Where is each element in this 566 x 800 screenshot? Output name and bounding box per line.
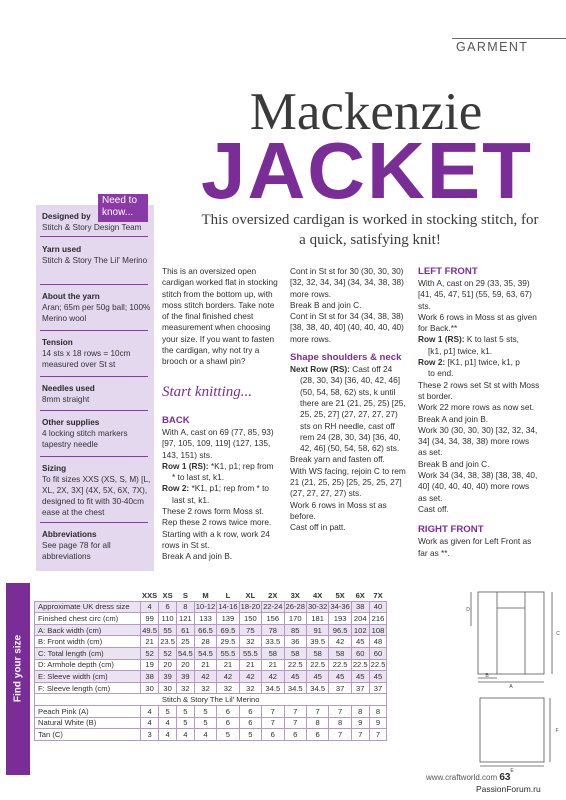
size-table-row (35, 636, 387, 648)
sidebar-divider (40, 284, 148, 285)
sidebar-heading: Designed by (42, 212, 91, 221)
size-cell: 6 (262, 729, 284, 741)
next-row-cont: (28, 30, 34) [36, 40, 42, 46] (50, 54, 58, 62) sts, k until there are 21 (21, 25, 25) [25, 25, 25, 27] (27, 27, 27, 27) sts on RH needle, cast off rem 24 (28, 30, 34) [36, 40, 42, 46] (50, 54, 58, 62) sts. (300, 375, 406, 454)
column-back (162, 412, 280, 563)
intro-text: This is an oversized open cardigan worked flat in stocking stitch from the bottom up, with moss stitch borders. Take note of the final finished chest measurement when choosing your size. If you want to fasten the cardigan, why not try a brooch or a shawl pin? (162, 266, 278, 367)
size-cell: 45 (351, 636, 369, 648)
size-cell: 91 (306, 624, 328, 636)
size-cell: 54.5 (194, 647, 216, 659)
size-cell: 60 (369, 647, 387, 659)
size-cell: 42 (217, 671, 239, 683)
size-cell: 34.5 (306, 682, 328, 694)
size-cell: 54.5 (177, 648, 193, 658)
left-front-row-1 (418, 334, 540, 345)
sidebar-text: See page 78 for all abbreviations (42, 541, 111, 561)
size-cell: 48 (369, 636, 387, 648)
schematic-sleeve (480, 698, 544, 762)
size-header: M (194, 590, 216, 602)
size-cell: 5 (194, 717, 216, 729)
right-front-heading: RIGHT FRONT (418, 524, 484, 536)
size-table-row (35, 647, 387, 659)
size-cell: 32 (194, 682, 216, 694)
size-cell: 7 (284, 717, 306, 729)
size-cell: 33.5 (262, 636, 284, 648)
size-header: 2X (262, 590, 284, 602)
size-cell: 4 (194, 729, 216, 741)
size-cell: 5 (176, 717, 194, 729)
size-cell: 96.5 (329, 624, 351, 636)
back-text: Starting with a k row, work 24 rows in St st. (162, 528, 270, 550)
size-cell: 8 (329, 717, 351, 729)
size-cell: 39.5 (306, 636, 328, 648)
size-cell: 6 (159, 601, 177, 613)
sidebar-block-about-yarn (42, 291, 152, 324)
size-cell: 7 (262, 717, 284, 729)
size-cell: 4 (141, 601, 159, 613)
title-line-1: Mackenzie (249, 83, 483, 141)
size-cell: 37 (329, 682, 351, 694)
size-cell: 26-28 (285, 602, 305, 612)
left-front-row-1-cont: [k1, p1] twice, k1. (428, 345, 493, 356)
size-cell: 170 (284, 613, 306, 625)
schematic-label-f: F (555, 728, 559, 734)
back-row-2-cont: last st, k1. (172, 494, 210, 505)
size-cell: 99 (141, 613, 159, 625)
left-front-text: Work 6 rows in Moss st as given for Back.** (418, 311, 537, 334)
size-cell: 69.5 (217, 624, 239, 636)
row-label: B: Front width (cm) (35, 636, 141, 648)
size-cell: 102 (351, 624, 369, 636)
sidebar-block-yarn (42, 244, 152, 266)
size-header: XL (239, 590, 261, 602)
size-cell: 22.5 (329, 659, 351, 671)
row-label: Tan (C) (35, 729, 141, 741)
size-header: 7X (369, 590, 387, 602)
size-cell: 61 (176, 624, 194, 636)
size-table-row (35, 601, 387, 613)
size-cell: 45 (351, 671, 369, 683)
size-header: 4X (306, 590, 328, 602)
size-cell: 19 (141, 659, 159, 671)
size-cell: 6 (217, 705, 239, 717)
schematic-label-e: E (510, 768, 514, 772)
sidebar-heading: Other supplies (42, 418, 100, 427)
size-cell: 22.5 (284, 659, 306, 671)
schematic-label-d: D (466, 607, 470, 613)
row-label: D: Armhole depth (cm) (35, 659, 141, 671)
size-cell: 10-12 (195, 602, 216, 612)
size-header-row (35, 590, 387, 602)
shape-shoulders-heading: Shape shoulders & neck (290, 352, 402, 364)
size-cell: 66.5 (194, 624, 216, 636)
size-cell: 133 (194, 613, 216, 625)
size-cell: 34-36 (330, 602, 350, 612)
size-cell: 6 (284, 729, 306, 741)
size-cell: 18-20 (240, 602, 261, 612)
size-cell: 39 (159, 671, 177, 683)
size-cell: 9 (351, 717, 369, 729)
size-cell: 42 (194, 671, 216, 683)
size-cell: 139 (217, 613, 239, 625)
size-cell: 5 (217, 729, 239, 741)
sidebar-divider (40, 376, 148, 377)
yarn-heading: Stitch & Story The Lil' Merino (35, 694, 387, 706)
size-cell: 45 (329, 671, 351, 683)
size-cell: 108 (369, 624, 387, 636)
size-cell: 5 (176, 705, 194, 717)
sidebar-text: To fit sizes XXS (XS, S, M) [L, XL, 2X, 3X] (4X, 5X, 6X, 7X), designed to fit with 30-40cm ease at the chest (42, 475, 151, 517)
left-front-text: Work 34 (34, 38, 38) [38, 38, 40, 40] (40, 40, 40, 40) more rows as set. (418, 470, 538, 503)
size-cell: 7 (351, 729, 369, 741)
size-table-row (35, 705, 387, 717)
section-tag (452, 38, 566, 60)
back-text: Break A and join B. (162, 551, 233, 562)
size-table-row (35, 671, 387, 683)
size-cell: 58 (329, 647, 351, 659)
size-cell: 8 (306, 717, 328, 729)
schematic-back (478, 592, 544, 674)
size-cell: 30-32 (307, 602, 328, 612)
sidebar-text: Stitch & Story The Lil' Merino (42, 256, 148, 265)
need-to-know-label: Need to know... (102, 195, 138, 218)
size-cell: 32 (176, 682, 194, 694)
size-header: L (217, 590, 239, 602)
size-cell: 21 (239, 659, 261, 671)
size-cell: 75 (239, 624, 261, 636)
size-cell: 55.5 (217, 647, 239, 659)
sidebar-text: 4 locking stitch markers tapestry needle (42, 429, 128, 449)
size-cell: 5 (194, 705, 216, 717)
row-text: *K1, p1; rep from * to (189, 483, 269, 494)
size-cell: 45 (369, 671, 387, 683)
size-header: 3X (284, 590, 306, 602)
size-cell: 55 (159, 624, 177, 636)
size-header: XS (159, 590, 177, 602)
size-header: S (176, 590, 194, 602)
row-label: Finished chest circ (cm) (35, 613, 141, 625)
size-cell: 20 (176, 659, 194, 671)
left-front-row-2 (418, 357, 540, 368)
size-cell: 150 (239, 613, 261, 625)
size-cell: 8 (176, 601, 194, 613)
back-row-2 (162, 483, 280, 494)
schematic-label-c: C (556, 631, 560, 637)
sidebar-block-needles (42, 383, 152, 405)
size-cell: 7 (329, 705, 351, 717)
back-cont-text: Break B and join C. (290, 299, 362, 310)
size-cell: 4 (176, 729, 194, 741)
left-front-text: Work 30 (30, 30, 30) [32, 32, 34, 34] (34, 34, 38, 38) more rows as set. (418, 424, 538, 458)
size-cell: 4 (159, 729, 177, 741)
size-cell: 52 (141, 647, 159, 659)
row-label: E: Sleeve width (cm) (35, 671, 141, 683)
size-cell: 7 (329, 729, 351, 741)
size-cell: 78 (262, 624, 284, 636)
size-cell: 42 (239, 671, 261, 683)
schematic-label-b: B (485, 673, 489, 679)
size-cell: 58 (306, 647, 328, 659)
left-front-text: Work 22 more rows as now set. (418, 402, 535, 413)
back-row-1-cont: * to last st, k1. (172, 472, 225, 483)
size-table-row (35, 659, 387, 671)
sidebar-divider (40, 456, 148, 457)
size-cell: 32 (239, 636, 261, 648)
size-cell: 9 (369, 717, 387, 729)
start-knitting-heading: Start knitting... (162, 384, 252, 400)
size-cell: 4 (159, 717, 177, 729)
size-cell: 40 (369, 601, 387, 613)
size-cell: 21 (217, 659, 239, 671)
sidebar-block-tension (42, 337, 152, 370)
size-cell: 5 (159, 705, 177, 717)
size-table-row (35, 717, 387, 729)
size-cell: 28 (194, 636, 216, 648)
left-front-text: Break A and join B. (418, 413, 489, 424)
row-text: *K1, p1; rep from (208, 460, 274, 471)
size-cell: 22.5 (352, 660, 368, 670)
size-cell: 34.5 (284, 682, 306, 694)
column-intro (162, 266, 280, 368)
sidebar-heading: About the yarn (42, 292, 100, 301)
shoulder-text: Cast off in patt. (290, 522, 346, 533)
sidebar-divider (40, 330, 148, 331)
size-cell: 4 (141, 705, 159, 717)
size-cell: 60 (351, 647, 369, 659)
page-number: 63 (499, 772, 511, 783)
column-back-cont (290, 266, 408, 534)
size-cell: 85 (284, 624, 306, 636)
sidebar-block-designer (42, 211, 152, 233)
measurement-rows (35, 601, 387, 694)
size-table-row (35, 624, 387, 636)
size-cell: 55.5 (239, 647, 261, 659)
size-cell: 204 (351, 613, 369, 625)
size-cell: 22.5 (370, 660, 386, 670)
page-footer (426, 772, 510, 783)
size-cell: 23.5 (160, 637, 175, 647)
size-table (34, 589, 387, 741)
row-label: Row 1 (RS): (162, 460, 209, 471)
size-cell: 34.5 (262, 682, 284, 694)
section-rule (452, 38, 566, 39)
sidebar-divider (40, 522, 148, 523)
size-cell: 3 (141, 729, 159, 741)
row-text: K to last 5 sts, (464, 334, 519, 345)
sidebar-divider (40, 410, 148, 411)
size-cell: 45 (284, 671, 306, 683)
size-cell: 110 (159, 613, 177, 625)
size-header: 5X (329, 590, 351, 602)
row-label: Row 2: (162, 483, 190, 494)
left-front-row-2-cont: to end. (428, 368, 454, 379)
size-cell: 121 (176, 613, 194, 625)
left-front-text: Cast off. (418, 503, 449, 514)
size-table-row (35, 729, 387, 741)
left-front-heading: LEFT FRONT (418, 266, 478, 277)
size-cell: 6 (306, 729, 328, 741)
sidebar-heading: Abbreviations (42, 530, 97, 539)
back-cont-text: Cont in St st for 34 (34, 38, 38) [38, 38, 40, 40] (40, 40, 40, 40) more rows. (290, 311, 404, 344)
find-your-size-label: Find your size (12, 634, 24, 703)
size-table-row (35, 613, 387, 625)
size-cell: 6 (217, 717, 239, 729)
size-cell: 14-16 (218, 602, 238, 612)
row-label: Peach Pink (A) (35, 705, 141, 717)
size-cell: 216 (369, 613, 387, 625)
size-cell: 49.5 (142, 625, 157, 635)
size-header: 6X (351, 590, 369, 602)
watermark: PassionForum.ru (476, 784, 541, 794)
row-label: Natural White (B) (35, 717, 141, 729)
size-cell: 7 (306, 705, 328, 717)
sidebar-heading: Yarn used (42, 245, 82, 254)
size-cell: 6 (239, 705, 261, 717)
column-fronts (418, 263, 540, 559)
size-cell: 42 (329, 636, 351, 648)
sidebar-divider (40, 236, 148, 237)
sidebar-block-abbreviations (42, 529, 152, 562)
back-text: Rep these 2 rows twice more. (162, 517, 272, 528)
size-cell: 32 (239, 682, 261, 694)
size-cell: 58 (284, 647, 306, 659)
row-label: F: Sleeve length (cm) (35, 682, 141, 694)
size-cell: 7 (284, 705, 306, 717)
right-front-text: Work as given for Left Front as far as **. (418, 536, 532, 558)
row-label: A: Back width (cm) (35, 624, 141, 636)
size-cell: 58 (262, 647, 284, 659)
shoulder-text: With WS facing, rejoin C to rem 21 (21, 25, 25) [25, 25, 25, 27] (27, 27, 27, 27) sts. (290, 465, 406, 499)
section-label: GARMENT (456, 40, 529, 54)
size-cell: 38 (141, 671, 159, 683)
shoulder-text: Break yarn and fasten off. (290, 454, 385, 465)
sidebar-block-supplies (42, 417, 152, 450)
row-text: Cast off 24 (349, 364, 393, 375)
size-cell: 36 (284, 636, 306, 648)
size-cell: 20 (159, 659, 177, 671)
size-cell: 7 (262, 705, 284, 717)
header-empty (35, 590, 141, 602)
row-label: Row 1 (RS): (418, 334, 465, 345)
back-cont-text: Cont in St st for 30 (30, 30, 30) [32, 32, 34, 34] (34, 34, 38, 38) more rows. (290, 266, 404, 299)
find-your-size-label-wrap (6, 583, 30, 775)
size-cell: 29.5 (217, 636, 239, 648)
sidebar-block-sizing (42, 463, 152, 518)
sidebar-text: 14 sts x 18 rows = 10cm measured over St st (42, 349, 131, 369)
size-cell: 21 (262, 659, 284, 671)
sidebar-text: Stitch & Story Design Team (42, 223, 142, 232)
left-front-text: Break B and join C. (418, 458, 490, 469)
size-cell: 22.5 (306, 659, 328, 671)
back-row-1 (162, 461, 280, 472)
size-cell: 38 (351, 601, 369, 613)
title-line-2: JACKET (200, 126, 534, 215)
left-front-text: These 2 rows set St st with Moss st border. (418, 379, 540, 401)
left-front-text: With A, cast on 29 (33, 35, 39) [41, 45, 47, 51] (55, 59, 63, 67) sts. (418, 278, 532, 311)
size-cell: 8 (369, 705, 387, 717)
schematic-label-a: A (509, 684, 513, 690)
row-label: Approximate UK dress size (35, 601, 141, 613)
sidebar-text: Aran; 65m per 50g ball; 100% Merino wool (42, 303, 151, 323)
size-cell: 30 (141, 682, 159, 694)
back-heading: BACK (162, 415, 190, 426)
back-cast-on: With A, cast on 69 (77, 85, 93) [97, 105, 109, 119] (127, 135, 143, 151) sts. (162, 427, 274, 460)
size-table-row (35, 682, 387, 694)
size-cell: 193 (329, 613, 351, 625)
size-cell: 8 (351, 705, 369, 717)
size-cell: 4 (141, 717, 159, 729)
size-cell: 52 (159, 647, 177, 659)
sidebar-heading: Needles used (42, 384, 95, 393)
sidebar-heading: Sizing (42, 464, 67, 473)
footer-url: www.craftworld.com (426, 773, 498, 782)
size-cell: 22-24 (263, 602, 283, 612)
size-cell: 21 (194, 659, 216, 671)
subtitle: This oversized cardigan is worked in stocking stitch, for a quick, satisfying knit! (201, 212, 539, 248)
size-cell: 37 (351, 682, 369, 694)
row-label: C: Total length (cm) (35, 647, 141, 659)
size-cell: 42 (262, 671, 284, 683)
size-cell: 21 (141, 636, 159, 648)
row-label: Next Row (RS): (290, 364, 350, 375)
size-cell: 7 (369, 729, 387, 741)
next-row (290, 364, 408, 375)
size-cell: 37 (369, 682, 387, 694)
size-cell: 6 (239, 717, 261, 729)
shoulder-text: Work 6 rows in Moss st as before. (290, 499, 387, 521)
yarn-heading-row (35, 694, 387, 706)
sidebar-heading: Tension (42, 338, 73, 347)
yarn-rows (35, 705, 387, 740)
size-cell: 5 (239, 729, 261, 741)
size-header: XXS (142, 590, 158, 600)
sidebar-text: 8mm straight (42, 395, 90, 404)
row-text: [K1, p1] twice, k1, p (445, 357, 520, 368)
garment-schematic (466, 582, 564, 772)
back-text: These 2 rows form Moss st. (162, 506, 264, 517)
size-cell: 30 (159, 682, 177, 694)
row-label: Row 2: (418, 357, 446, 368)
size-cell: 156 (262, 613, 284, 625)
size-cell: 181 (306, 613, 328, 625)
size-cell: 32 (217, 682, 239, 694)
size-cell: 45 (306, 671, 328, 683)
size-cell: 25 (176, 636, 194, 648)
size-cell: 39 (176, 671, 194, 683)
